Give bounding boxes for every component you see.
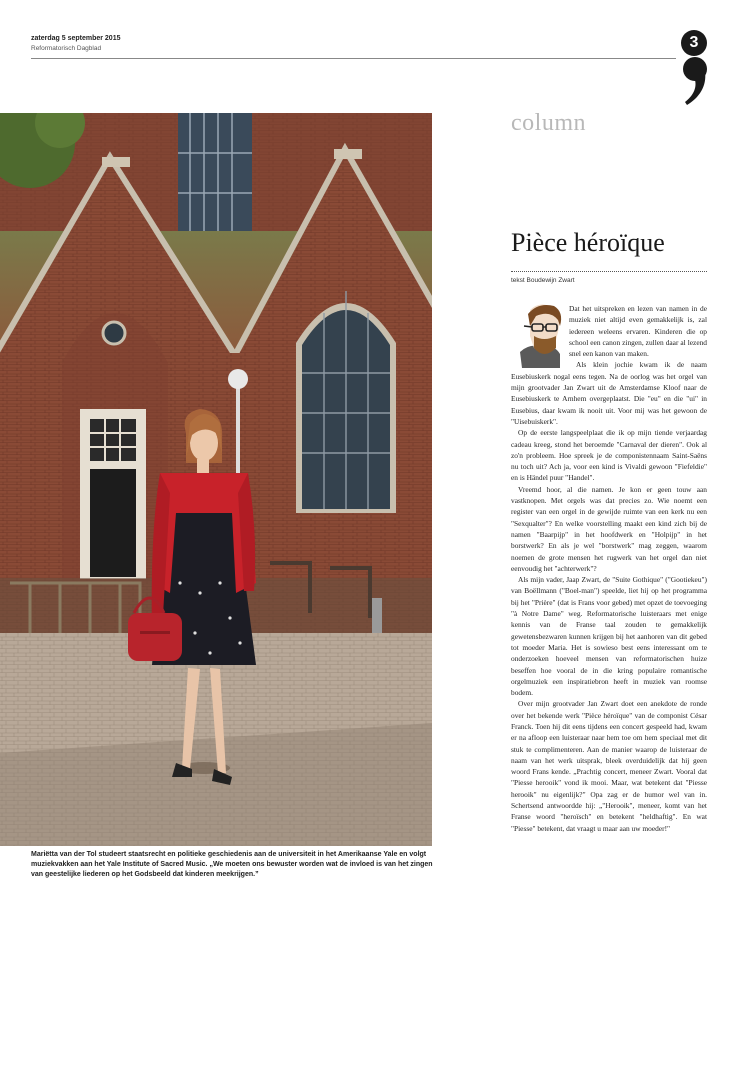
article-paragraph: Dat het uitspreken en lezen van namen in de muziek niet altijd even gemakkelijk is, zal iedereen weleens ervaren. Kinderen die op school een canon zingen, zullen daar al lezend snel een kanon van maken. [569,304,707,359]
comma-icon [681,56,709,108]
section-label: column [511,110,586,136]
portrait-space [511,303,569,369]
article-title: Pièce héroïque [511,228,665,257]
article-paragraph: Op de eerste langspeelplaat die ik op mijn tiende verjaardag cadeau kreeg, stond het beroemde "Carnaval der dieren". Ook al zo'n probleem. Hoe spreek je de componistennaam Saint-Saëns nu toch uit? Ach ja, voor een kind is Vivaldi gewoon "Fiefeldie" en is Händel puur "Handel". [511,428,707,483]
article-paragraph: Vreemd hoor, al die namen. Je kon er geen touw aan vastknopen. Met orgels was dat precies zo. Wie noemt een register van een orgel in de gewijde ruimte van een kerk nu een "Sexqualter"? En welke voorstelling maakt een kind zich bij de namen "Baarpijp" in het hoofdwerk en "Holpijp" in het borstwerk? En als je wel "borstwerk" mag zeggen, waarom noemen de grote mensen het rugwerk van het orgel dan niet eenvoudig het "achterwerk"? [511,484,707,573]
header-rule [31,58,676,59]
article-photo [0,113,432,846]
article-body [511,303,707,834]
article-byline: tekst Boudewijn Zwart [511,277,575,284]
article-paragraph: Als klein jochie kwam ik de naam Eusebiuskerk nogal eens tegen. Na de oorlog was het orgel van mijn grootvader Jan Zwart uit de Amsterdamse Kloof naar de Eusebiuskerk te Arnhem overgeplaatst. Die "eu" en die "ui" in Eusebius, daar kwam ik nooit uit. Voor mij was het gewoon de "Uisebuiskerk". [511,360,707,426]
header-newspaper-name: Reformatorisch Dagblad [31,45,102,52]
article-paragraph: Als mijn vader, Jaap Zwart, de "Suite Gothique" ("Gootiekeu") van Boëllmann ("Boel-man") speelde, liet hij op het programma bij het "Prière" (dat is Frans voor gebed) met opzet de toevoeging "à Notre Dame" weg. Reformatorische luisteraars met enige kennis van de Franse taal zouden te gemakkelijk gewetensbezwaren kunnen krijgen bij het aanhoren van dit gebed tot moeder Maria. Het is sowieso best eens interessant om te onderzoeken hoeveel mensen van reformatorischen huize beseffen hoe vooral de in die kring populaire romantische orgelmuziek een inspiratiebron heeft in muziek van roomse bodem. [511,575,707,698]
header-date: zaterdag 5 september 2015 [31,35,121,42]
title-divider [511,271,707,272]
photo-caption: Mariëtta van der Tol studeert staatsrecht en politieke geschiedenis aan de universiteit in het Amerikaanse Yale en volgt muziekvakken aan het Yale Institute of Sacred Music. „We moeten ons bewuster worden wat de invloed is van het zingen van geestelijke liederen op het Godsbeeld dat kinderen meekrijgen.” [31,851,433,878]
article-paragraph: Over mijn grootvader Jan Zwart doet een anekdote de ronde over het bekende werk "Pièce héroïque" van de componist César Franck. Toen hij dit eens tijdens een concert gespeeld had, kwam er na afloop een luisteraar naar hem toe om hem speciaal met dit stuk te complimenteren. Aan de manier waarop de luisteraar de naam van het werk uitsprak, bleek overduidelijk dat hij geen woord Frans kende. „Prachtig concert, meneer Zwart. Vooral dat "Piesse herooik" vond ik mooi. Maar, wat betekent dat "Piesse herooik" nu eigenlijk?" Opa zag er de humor wel van in. Schertsend antwoordde hij: „"Herooik", meneer, komt van het Franse woord "heroïsch" en betekent "heldhaftig". En wat "Piesse" betekent, dat vraagt u maar aan uw moeder!" [511,699,707,833]
page-number: 3 [681,30,707,56]
